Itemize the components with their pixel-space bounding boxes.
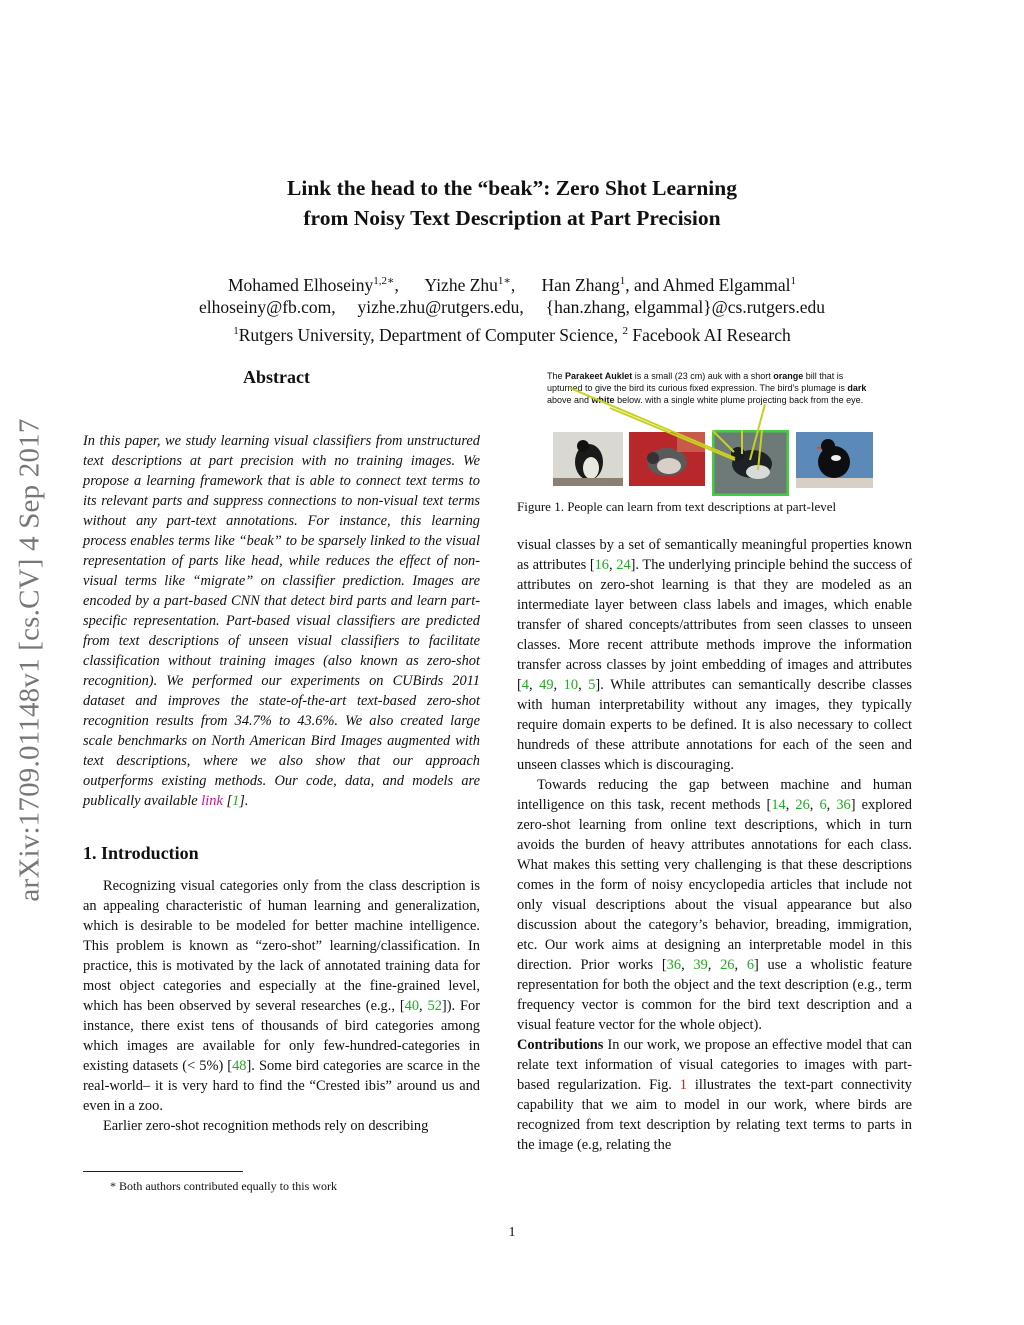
figure-reference-link[interactable]: 1 <box>679 1077 687 1093</box>
text: Towards reducing the gap between machine and human intelligence on this task, recent methods [ <box>517 777 912 813</box>
citation-link[interactable]: 16 <box>594 557 609 573</box>
aff-sup-1: 1 <box>233 325 239 337</box>
abstract-text <box>83 431 480 811</box>
right-paragraph-2 <box>517 775 912 1035</box>
abstract-heading: Abstract <box>243 367 310 387</box>
text: ]. Some bird categories are scarce in the real-world– it is very hard to find the “Crested ibis” around us and even in a zoo. <box>83 1058 480 1114</box>
sep: , <box>394 274 399 295</box>
paper-title-line-1: Link the head to the “beak”: Zero Shot Learning <box>287 176 737 200</box>
text: above and <box>547 395 592 405</box>
sep: , <box>510 274 516 295</box>
text: ]. The underlying principle behind the success of attributes on zero-shot learning is that they are modeled as an intermediate layer between class labels and images, which enable transfer of shared concepts/attributes from seen classes to unseen classes. More recent attribute methods improve the information transfer across classes by joint embedding of images and attributes [ <box>517 557 912 693</box>
citation-link[interactable]: 52 <box>427 998 442 1014</box>
citation-link[interactable]: 48 <box>232 1058 247 1074</box>
text: illustrates the text-part connectivity capability that we aim to model in our work, where birds are recognized from text description by relating text terms to parts in the image (e.g, relating the <box>517 1077 912 1153</box>
text: , <box>609 557 617 573</box>
intro-paragraph-1 <box>83 876 480 1136</box>
citation-link[interactable]: 6 <box>746 957 755 973</box>
right-paragraph-1 <box>517 535 912 1155</box>
text: ]. While attributes can semantically describe classes with human interpretability without any images, they typically require domain experts to be defined. It is also necessary to collect hundreds of these attribute annotations for each of the seen and unseen classes which is discouraging. <box>517 677 913 773</box>
author-2: Yizhe Zhu <box>424 274 498 295</box>
introduction-heading: 1. Introduction <box>83 843 199 863</box>
citation-link[interactable]: 40 <box>404 998 420 1014</box>
intro-p2: Earlier zero-shot recognition methods rely on describing <box>103 1118 429 1134</box>
citation-link[interactable]: 1 <box>232 793 240 809</box>
author-2-sup: 1∗ <box>497 275 511 287</box>
citation-link[interactable]: 4 <box>521 677 529 693</box>
contributions-label: Contributions <box>517 1037 604 1053</box>
word-dark: dark <box>847 383 867 393</box>
citation-link[interactable]: 6 <box>819 797 827 813</box>
text: is a small (23 cm) auk with a short <box>632 371 774 381</box>
citation-link[interactable]: 24 <box>616 557 631 573</box>
text: ] use a wholistic feature representation for both the object and the text description (e.g., term frequency vector is common for the bird text description and a visual feature vector for the whole object). <box>517 957 912 1033</box>
citation-link[interactable]: 5 <box>588 677 596 693</box>
cite-bracket: [ <box>222 793 233 809</box>
affiliations <box>0 318 1024 349</box>
word-white: white <box>591 395 615 405</box>
text: , <box>785 797 796 813</box>
footnote-rule <box>83 1171 243 1172</box>
text: , <box>734 957 747 973</box>
aff-2: Facebook AI Research <box>627 324 791 345</box>
author-4-sup: 1 <box>790 275 797 287</box>
author-4: , and Ahmed Elgammal <box>625 274 791 295</box>
code-link[interactable]: link <box>201 793 223 809</box>
text: Recognizing visual categories only from the class description is an appealing characteristic of human learning and generalization, which is desirable to be modeled for better machine intelligence. This problem is known as “zero-shot” learning/classification. In practice, this is motivated by the lack of annotated training data for most object categories and especially at the fine-grained level, which has been observed by several researches (e.g., [ <box>83 878 480 1014</box>
abstract-body: In this paper, we study learning visual classifiers from unstructured text descriptions at part precision with no training images. We propose a learning framework that is able to connect text terms to its relevant parts and suppress connections to non-visual text terms without any part-text annotations. For instance, this learning process enables terms like “beak” to be sparsely linked to the visual representation of parts like head, while reduces the effect of non-visual terms like “migrate” on classifier prediction. Images are encoded by a part-based CNN that detect bird parts and learn part-specific representation. Part-based visual classifiers are predicted from text descriptions of unseen visual classifiers to facilitate classification without training images (also known as zero-shot recognition). We performed our experiments on CUBirds 2011 dataset and improves the state-of-the-art text-based zero-shot recognition results from 34.7% to 43.6%. We also created large scale benchmarks on North American Bird Images augmented with text descriptions, where we also show that our approach outperforms existing methods. Our code, data, and models are publically available <box>83 433 480 809</box>
citation-link[interactable]: 26 <box>795 797 810 813</box>
citation-link[interactable]: 49 <box>539 677 554 693</box>
author-emails: elhoseiny@fb.com, yizhe.zhu@rutgers.edu, {han.zhang, elgammal}@cs.rutgers.edu <box>199 297 825 317</box>
bird-photo-4 <box>796 432 873 488</box>
citation-link[interactable]: 36 <box>666 957 682 973</box>
text: , <box>809 797 820 813</box>
text: , <box>529 677 540 693</box>
author-3: Han Zhang <box>541 274 620 295</box>
text: , <box>826 797 837 813</box>
text: , <box>578 677 589 693</box>
text: below. with a single white plume projecting back from the eye. <box>614 395 864 405</box>
figure-link-arrows <box>540 380 800 480</box>
paper-title-line-2: from Noisy Text Description at Part Precision <box>303 206 721 230</box>
text: ] explored zero-shot learning from online text descriptions, which in turn avoids the burden of heavy attributes annotations for each class. What makes this setting very challenging is that these descriptions comes in the form of noisy encyclopedia articles that include not only visual descriptions about the visual appearance but also discussion about the category’s behavior, breading, immigration, etc. Our work aims at designing an interpretable model in this direction. Prior works [ <box>517 797 912 973</box>
right-paragraph-3 <box>517 1035 912 1155</box>
text: bill that is upturned to give the bird its curious fixed expression. The bird’s plumage is <box>547 371 848 393</box>
citation-link[interactable]: 39 <box>693 957 708 973</box>
text: , <box>419 998 428 1014</box>
author-1-sup: 1,2∗ <box>373 275 395 287</box>
citation-link[interactable]: 14 <box>771 797 786 813</box>
citation-link[interactable]: 10 <box>563 677 579 693</box>
text: The <box>547 371 566 381</box>
arxiv-sidebar <box>10 360 50 960</box>
footnote: * Both authors contributed equally to this work <box>110 1179 337 1193</box>
text: , <box>681 957 694 973</box>
text: ]). For instance, there exist tens of thousands of bird categories among which images are available for only few-hundred-categories in existing datasets (< 5%) [ <box>83 998 480 1074</box>
citation-link[interactable]: 36 <box>836 797 851 813</box>
word-orange: orange <box>773 371 804 381</box>
author-3-sup: 1 <box>619 275 626 287</box>
text: , <box>707 957 721 973</box>
text: In our work, we propose an effective model that can relate text information of visual categories to images with part-based regularization. Fig. <box>517 1037 912 1093</box>
citation-link[interactable]: 26 <box>720 957 735 973</box>
text: , <box>553 677 564 693</box>
intro-p1-body <box>83 876 480 1116</box>
aff-1: Rutgers University, Department of Computer Science, <box>238 324 623 345</box>
figure-1-caption: Figure 1. People can learn from text descriptions at part-level <box>517 499 837 514</box>
text: visual classes by a set of semantically meaningful properties known as attributes [ <box>517 537 912 573</box>
arxiv-identifier: arXiv:1709.01148v1 [cs.CV] 4 Sep 2017 <box>13 418 46 902</box>
bird-name: Parakeet Auklet <box>565 371 633 381</box>
author-1: Mohamed Elhoseiny <box>227 274 374 295</box>
aff-sup-2: 2 <box>622 325 628 337</box>
page-number: 1 <box>508 1225 516 1240</box>
cite-bracket: ]. <box>239 793 249 809</box>
